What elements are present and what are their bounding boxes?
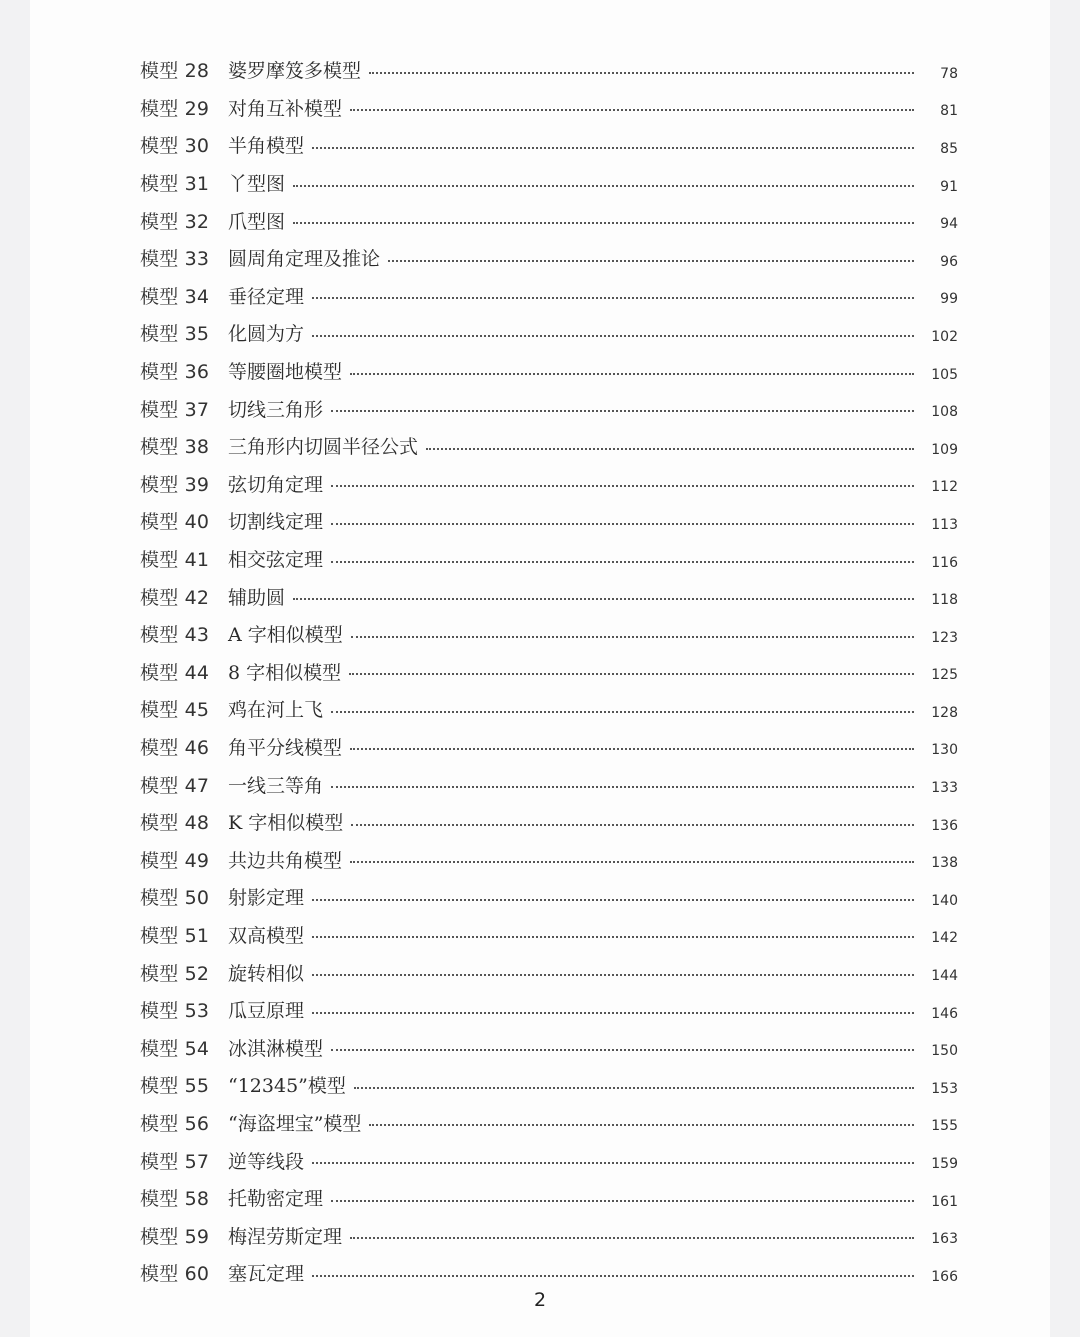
toc-entry-label: 模型 50	[140, 887, 210, 910]
toc-entry-page: 91	[940, 178, 958, 195]
dot-leader	[351, 636, 914, 638]
toc-entry-label: 模型 37	[140, 398, 210, 421]
dot-leader	[312, 335, 914, 337]
toc-entry-title: 婆罗摩笈多模型	[228, 60, 362, 83]
dot-leader	[293, 598, 914, 600]
toc-entry-label: 模型 57	[140, 1150, 210, 1173]
toc-entry	[140, 1216, 958, 1254]
toc-entry-page: 94	[940, 216, 958, 233]
toc-entry-page: 163	[931, 1231, 958, 1248]
toc-entry	[140, 1254, 958, 1292]
dot-leader	[293, 222, 914, 224]
toc-entry	[140, 164, 958, 202]
toc-entry-page: 130	[931, 742, 958, 759]
toc-entry-label: 模型 53	[140, 1000, 210, 1023]
dot-leader	[369, 72, 914, 74]
toc-entry-label: 模型 52	[140, 962, 210, 985]
dot-leader	[312, 147, 914, 149]
toc-entry-page: 144	[931, 968, 958, 985]
toc-entry-title: 半角模型	[228, 135, 305, 158]
toc-entry-label: 模型 46	[140, 736, 210, 759]
dot-leader	[331, 561, 914, 563]
dot-leader	[350, 861, 914, 863]
toc-entry-title: 角平分线模型	[228, 736, 343, 759]
dot-leader	[331, 1049, 914, 1051]
dot-leader	[388, 260, 914, 262]
dot-leader	[354, 1087, 914, 1089]
toc-entry-label: 模型 59	[140, 1225, 210, 1248]
toc-entry-title: 梅涅劳斯定理	[228, 1225, 343, 1248]
dot-leader	[350, 373, 914, 375]
toc-entry-title: 塞瓦定理	[228, 1263, 305, 1286]
toc-entry-page: 136	[931, 817, 958, 834]
toc-entry-title: “12345”模型	[228, 1075, 346, 1098]
toc-entry	[140, 465, 958, 503]
toc-entry-page: 85	[940, 140, 958, 157]
toc-entry	[140, 577, 958, 615]
toc-entry-label: 模型 45	[140, 699, 210, 722]
toc-entry-title: 圆周角定理及推论	[228, 248, 381, 271]
toc-entry-title: 爪型图	[228, 210, 286, 233]
toc-entry	[140, 277, 958, 315]
toc-entry-label: 模型 55	[140, 1075, 210, 1098]
dot-leader	[312, 936, 914, 938]
toc-entry	[140, 314, 958, 352]
toc-entry	[140, 126, 958, 164]
dot-leader	[331, 1200, 914, 1202]
toc-entry-page: 146	[931, 1005, 958, 1022]
toc-entry-label: 模型 60	[140, 1263, 210, 1286]
toc-entry-title: 托勒密定理	[228, 1188, 324, 1211]
toc-entry-page: 112	[931, 479, 958, 496]
toc-entry-title: 相交弦定理	[228, 549, 324, 572]
toc-entry	[140, 690, 958, 728]
toc-entry	[140, 89, 958, 127]
toc-entry-page: 81	[940, 103, 958, 120]
toc-entry-label: 模型 56	[140, 1112, 210, 1135]
table-of-contents	[140, 51, 958, 1292]
dot-leader	[331, 410, 914, 412]
toc-entry-label: 模型 51	[140, 924, 210, 947]
toc-entry	[140, 840, 958, 878]
toc-entry-page: 125	[931, 667, 958, 684]
toc-entry	[140, 1066, 958, 1104]
toc-entry	[140, 653, 958, 691]
page-number: 2	[533, 1289, 547, 1311]
toc-entry-title: A 字相似模型	[228, 624, 343, 647]
toc-entry-label: 模型 40	[140, 511, 210, 534]
toc-entry	[140, 991, 958, 1029]
toc-entry-title: 切线三角形	[228, 398, 324, 421]
toc-entry-title: 对角互补模型	[228, 97, 343, 120]
dot-leader	[350, 748, 914, 750]
toc-entry	[140, 615, 958, 653]
toc-entry-label: 模型 44	[140, 661, 210, 684]
toc-entry	[140, 1028, 958, 1066]
toc-entry-title: 旋转相似	[228, 962, 305, 985]
dot-leader	[312, 297, 914, 299]
dot-leader	[312, 974, 914, 976]
toc-entry-label: 模型 33	[140, 248, 210, 271]
toc-entry-page: 109	[931, 441, 958, 458]
toc-entry-page: 113	[931, 516, 958, 533]
toc-entry-page: 102	[931, 328, 958, 345]
dot-leader	[331, 786, 914, 788]
toc-entry-label: 模型 32	[140, 210, 210, 233]
toc-entry-page: 138	[931, 855, 958, 872]
dot-leader	[331, 485, 914, 487]
toc-entry-label: 模型 31	[140, 173, 210, 196]
toc-entry-title: 丫型图	[228, 173, 286, 196]
toc-entry-page: 123	[931, 629, 958, 646]
dot-leader	[351, 824, 914, 826]
toc-entry-label: 模型 28	[140, 60, 210, 83]
toc-entry-label: 模型 36	[140, 361, 210, 384]
toc-entry-page: 161	[931, 1193, 958, 1210]
toc-entry-page: 99	[940, 291, 958, 308]
dot-leader	[369, 1124, 914, 1126]
toc-entry-title: “海盗埋宝”模型	[228, 1112, 362, 1135]
toc-entry-title: 瓜豆原理	[228, 1000, 305, 1023]
toc-entry-title: 三角形内切圆半径公式	[228, 436, 419, 459]
toc-entry-page: 166	[931, 1268, 958, 1285]
toc-entry	[140, 352, 958, 390]
dot-leader	[331, 523, 914, 525]
toc-entry-title: 8 字相似模型	[228, 661, 342, 684]
toc-entry	[140, 239, 958, 277]
toc-entry-label: 模型 42	[140, 586, 210, 609]
toc-entry-page: 150	[931, 1043, 958, 1060]
toc-entry-title: 等腰圈地模型	[228, 361, 343, 384]
toc-entry	[140, 953, 958, 991]
toc-entry-label: 模型 47	[140, 774, 210, 797]
toc-entry-page: 118	[931, 592, 958, 609]
dot-leader	[312, 899, 914, 901]
toc-entry-title: 鸡在河上飞	[228, 699, 324, 722]
toc-entry	[140, 765, 958, 803]
dot-leader	[293, 185, 914, 187]
toc-entry	[140, 389, 958, 427]
toc-entry-page: 159	[931, 1156, 958, 1173]
toc-entry-title: 射影定理	[228, 887, 305, 910]
toc-entry-label: 模型 34	[140, 285, 210, 308]
toc-entry-label: 模型 54	[140, 1037, 210, 1060]
toc-entry-title: 弦切角定理	[228, 473, 324, 496]
dot-leader	[312, 1162, 914, 1164]
toc-entry	[140, 916, 958, 954]
toc-entry-title: 一线三等角	[228, 774, 324, 797]
toc-entry-label: 模型 41	[140, 549, 210, 572]
toc-entry	[140, 803, 958, 841]
toc-entry-label: 模型 29	[140, 97, 210, 120]
toc-entry-label: 模型 39	[140, 473, 210, 496]
toc-entry-page: 105	[931, 366, 958, 383]
toc-entry	[140, 1179, 958, 1217]
toc-entry-page: 128	[931, 704, 958, 721]
toc-entry	[140, 427, 958, 465]
toc-entry-label: 模型 30	[140, 135, 210, 158]
dot-leader	[350, 109, 914, 111]
toc-entry-title: 辅助圆	[228, 586, 286, 609]
toc-entry-title: 切割线定理	[228, 511, 324, 534]
document-page	[30, 0, 1050, 1337]
toc-entry-title: 化圆为方	[228, 323, 305, 346]
toc-entry-label: 模型 35	[140, 323, 210, 346]
dot-leader	[426, 448, 914, 450]
toc-entry-label: 模型 48	[140, 812, 210, 835]
toc-entry-title: 双高模型	[228, 924, 305, 947]
toc-entry-title: 冰淇淋模型	[228, 1037, 324, 1060]
toc-entry	[140, 1104, 958, 1142]
toc-entry	[140, 201, 958, 239]
dot-leader	[349, 673, 914, 675]
toc-entry-page: 142	[931, 930, 958, 947]
dot-leader	[331, 711, 914, 713]
dot-leader	[312, 1012, 914, 1014]
toc-entry-label: 模型 58	[140, 1188, 210, 1211]
toc-entry-label: 模型 38	[140, 436, 210, 459]
toc-entry	[140, 51, 958, 89]
toc-entry-page: 96	[940, 253, 958, 270]
toc-entry-title: 共边共角模型	[228, 849, 343, 872]
toc-entry-page: 108	[931, 404, 958, 421]
toc-entry	[140, 540, 958, 578]
dot-leader	[312, 1275, 914, 1277]
toc-entry-page: 78	[940, 65, 958, 82]
toc-entry	[140, 502, 958, 540]
toc-entry-page: 140	[931, 892, 958, 909]
toc-entry-title: 垂径定理	[228, 285, 305, 308]
toc-entry-page: 155	[931, 1118, 958, 1135]
toc-entry	[140, 728, 958, 766]
toc-entry-page: 116	[931, 554, 958, 571]
toc-entry-page: 133	[931, 780, 958, 797]
toc-entry	[140, 878, 958, 916]
dot-leader	[350, 1237, 914, 1239]
toc-entry	[140, 1141, 958, 1179]
toc-entry-title: K 字相似模型	[228, 812, 344, 835]
toc-entry-label: 模型 49	[140, 849, 210, 872]
toc-entry-title: 逆等线段	[228, 1150, 305, 1173]
toc-entry-label: 模型 43	[140, 624, 210, 647]
toc-entry-page: 153	[931, 1080, 958, 1097]
